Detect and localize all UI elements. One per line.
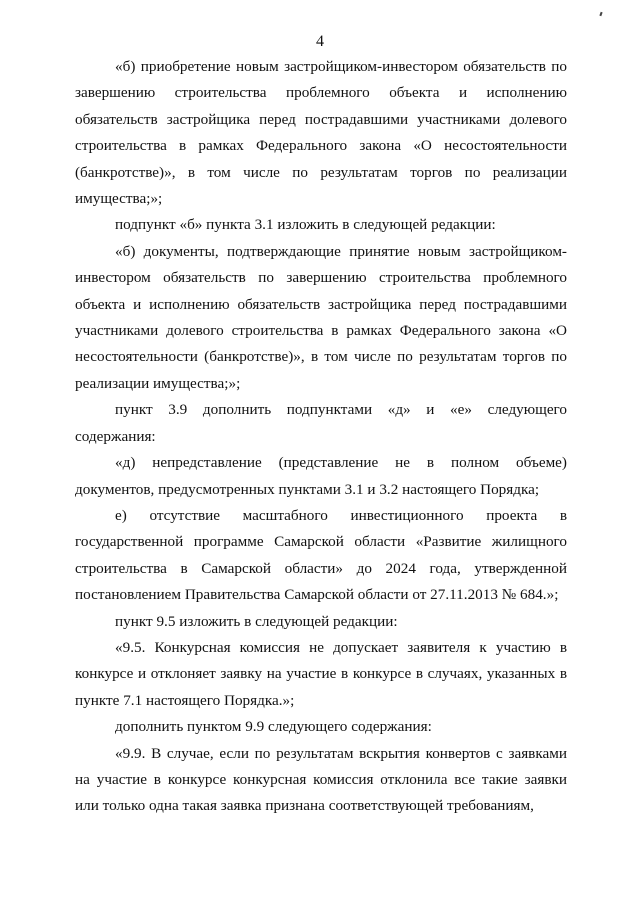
paragraph-subitem-e: е) отсутствие масштабного инвестиционного проекта в государственной программе Самарской области «Развитие жилищного строительства в Самарской области» до 2024 года, утвержденной постановлением Правительства Самарской области от 27.11.2013 № 684.»;: [75, 506, 567, 604]
paragraph-amend-3-1: подпункт «б» пункта 3.1 изложить в следующей редакции:: [115, 216, 496, 234]
paragraph-9-5-text: «9.5. Конкурсная комиссия не допускает заявителя к участию в конкурсе и отклоняет заявку на участие в конкурсе в случаях, указанных в пункте 7.1 настоящего Порядка.»;: [75, 638, 567, 709]
paragraph-amend-3-9: пункт 3.9 дополнить подпунктами «д» и «е» следующего содержания:: [75, 401, 567, 445]
paragraph-subitem-d: «д) непредставление (представление не в полном объеме) документов, предусмотренных пунктами 3.1 и 3.2 настоящего Порядка;: [75, 454, 567, 498]
paragraph-9-9-text: «9.9. В случае, если по результатам вскрытия конвертов с заявками на участие в конкурсе конкурсная комиссия отклонила все такие заявки или только одна такая заявка признана соответствующей требованиям,: [75, 744, 567, 815]
paragraph-documents: «б) документы, подтверждающие принятие новым застройщиком-инвестором обязательств по завершению строительства проблемного объекта и исполнению обязательств застройщика перед пострадавшими участниками долевого строительства в рамках Федерального закона «О несостоятельности (банкротстве)», в том числе по результатам торгов по реализации имущества;»;: [75, 242, 567, 392]
paragraph-add-9-9: дополнить пунктом 9.9 следующего содержания:: [115, 718, 432, 736]
page-number: 4: [316, 33, 324, 50]
paragraph-amend-9-5: пункт 9.5 изложить в следующей редакции:: [115, 612, 398, 630]
document-body: [75, 54, 567, 820]
scan-speck: [599, 12, 602, 16]
paragraph-acquisition-obligations: «б) приобретение новым застройщиком-инвестором обязательств по завершению строительства проблемного объекта и исполнению обязательств застройщика перед пострадавшими участниками долевого строительства в рамках Федерального закона «О несостоятельности (банкротстве)», в том числе по результатам торгов по реализации имущества;»;: [75, 58, 567, 208]
